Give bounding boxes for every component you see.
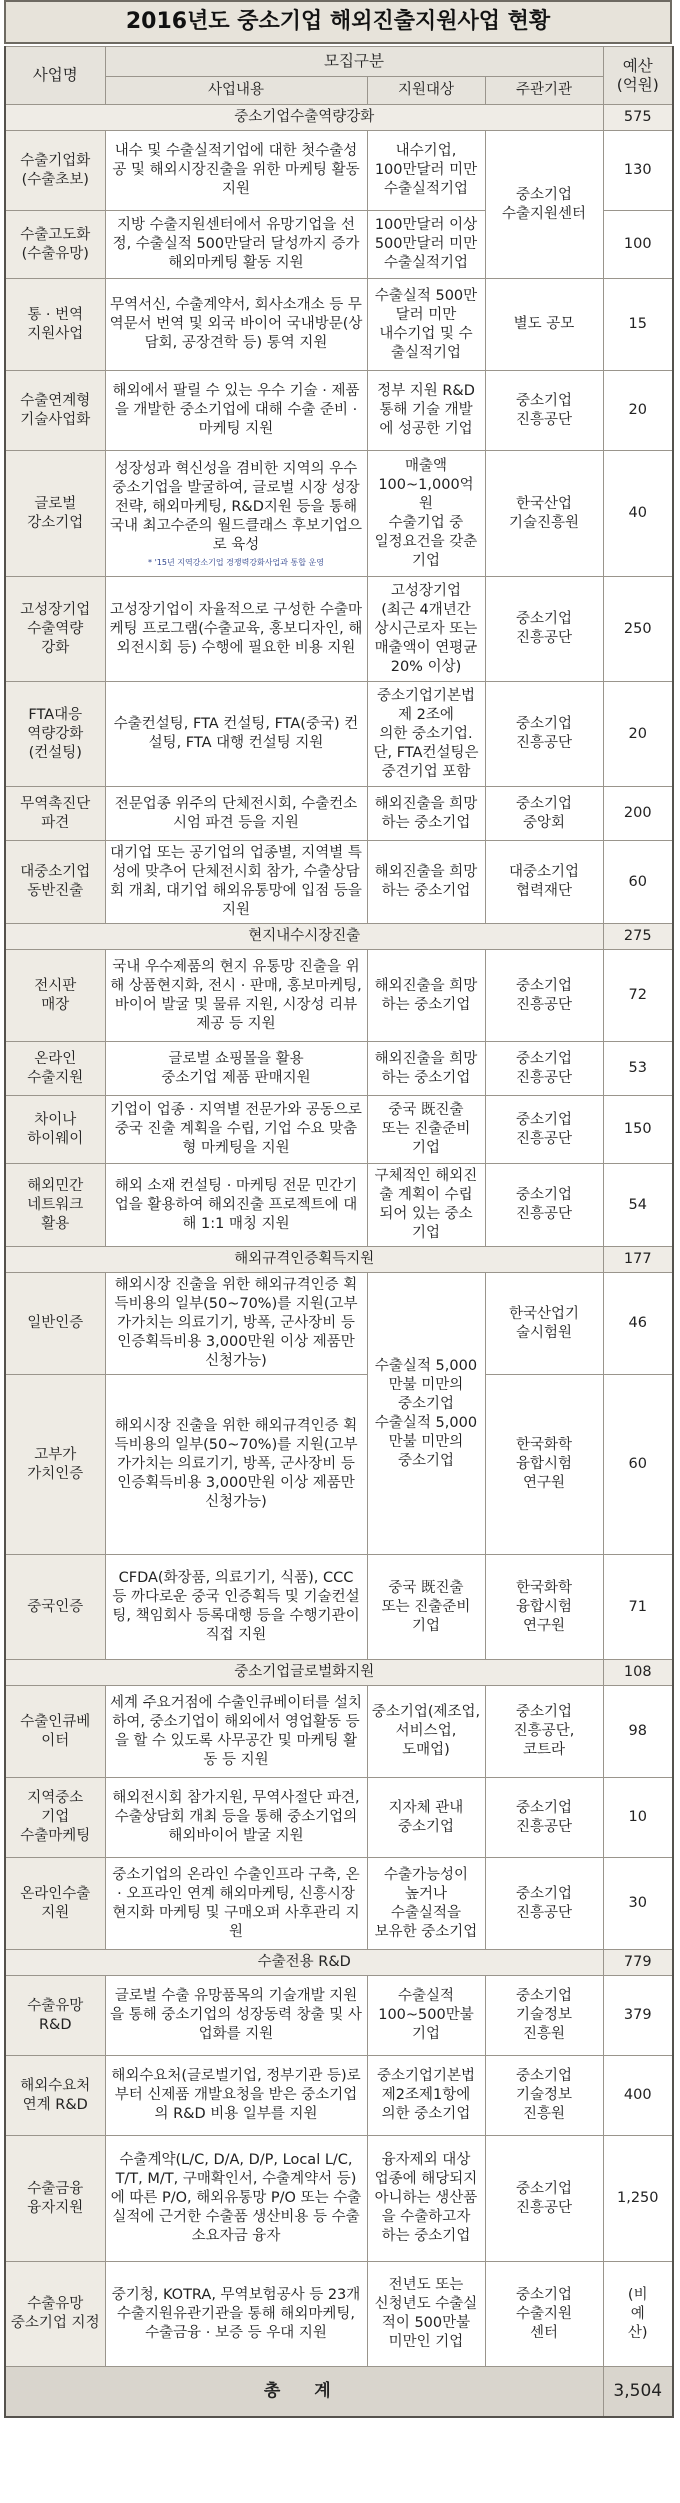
section-row [5,924,673,950]
program-content [105,1164,367,1247]
program-name: 해외수요처 연계 R&D [5,2056,105,2136]
program-budget: 400 [603,2056,673,2136]
program-name: 전시판 매장 [5,950,105,1042]
program-content [105,1555,367,1660]
table-row [5,841,673,924]
program-target: 융자제외 대상 업종에 해당되지 아니하는 생산품 을 수출하고자 하는 중소기업 [367,2136,485,2262]
program-agency: 중소기업 수출지원센터 [485,131,603,279]
program-agency: 한국산업 기술진흥원 [485,451,603,577]
table-row [5,1273,673,1375]
table-row [5,1686,673,1778]
program-budget: 60 [603,841,673,924]
program-agency: 대중소기업 협력재단 [485,841,603,924]
program-budget: 100 [603,211,673,279]
program-budget: 130 [603,131,673,211]
program-agency: 중소기업 진흥공단 [485,2136,603,2262]
table-row [5,2262,673,2367]
program-budget: 98 [603,1686,673,1778]
program-content [105,1976,367,2056]
program-name: 통 · 번역 지원사업 [5,279,105,371]
program-content [105,451,367,577]
section-title: 현지내수시장진출 [5,924,603,950]
section-title: 중소기업수출역량강화 [5,105,603,131]
program-target: 고성장기업 (최근 4개년간 상시근로자 또는 매출액이 연평균 20% 이상) [367,577,485,682]
program-content-text: 수출컨설팅, FTA 컨설팅, FTA(중국) 컨설팅, FTA 대행 컨설팅 지원 [113,716,359,751]
program-name: 수출유망 중소기업 지정 [5,2262,105,2367]
program-target: 중국 既진출 또는 진출준비 기업 [367,1096,485,1164]
section-budget: 575 [603,105,673,131]
program-budget: 53 [603,1042,673,1096]
program-target: 중소기업기본법 제2조제1항에 의한 중소기업 [367,2056,485,2136]
program-budget: 30 [603,1858,673,1950]
program-agency: 중소기업 기술정보 진흥원 [485,2056,603,2136]
program-agency: 별도 공모 [485,279,603,371]
table-row [5,279,673,371]
program-content [105,1375,367,1555]
program-name: 온라인수출 지원 [5,1858,105,1950]
program-content-text: 대기업 또는 공기업의 업종별, 지역별 특성에 맞추어 단체전시회 참가, 수출상담회 개최, 대기업 해외유통망에 입점 등을 지원 [110,845,362,918]
program-target: 해외진출을 희망 하는 중소기업 [367,787,485,841]
program-content [105,1273,367,1375]
total-label: 총 계 [5,2367,603,2417]
program-agency: 한국화학 융합시험 연구원 [485,1375,603,1555]
program-target: 수출가능성이 높거나 수출실적을 보유한 중소기업 [367,1858,485,1950]
section-row [5,1660,673,1686]
program-name: 차이나 하이웨이 [5,1096,105,1164]
program-target: 중소기업(제조업, 서비스업, 도매업) [367,1686,485,1778]
program-content-text: 해외수요처(글로벌기업, 정부기관 등)로부터 신제품 개발요청을 받은 중소기업의 R&D 비용 일부를 지원 [111,2068,361,2122]
program-content [105,950,367,1042]
program-budget: 60 [603,1375,673,1555]
program-agency: 중소기업 진흥공단 [485,1858,603,1950]
program-agency: 중소기업 중앙회 [485,787,603,841]
table-row [5,2136,673,2262]
program-budget: 15 [603,279,673,371]
table-row [5,1555,673,1660]
program-agency: 중소기업 진흥공단 [485,371,603,451]
program-target: 전년도 또는 신청년도 수출실 적이 500만불 미만인 기업 [367,2262,485,2367]
program-budget: (비 예 산) [603,2262,673,2367]
header-name: 사업명 [5,47,105,105]
program-budget: 20 [603,682,673,787]
program-content [105,2262,367,2367]
section-title: 수출전용 R&D [5,1950,603,1976]
program-content [105,787,367,841]
program-content-text: 중기청, KOTRA, 무역보험공사 등 23개 수출지원유관기관을 통해 해외마케팅, 수출금융 · 보증 등 우대 지원 [111,2286,361,2341]
program-budget: 150 [603,1096,673,1164]
program-budget: 40 [603,451,673,577]
section-row [5,1950,673,1976]
section-title: 중소기업글로벌화지원 [5,1660,603,1686]
program-content [105,211,367,279]
table-row [5,577,673,682]
program-name: 수출유망 R&D [5,1976,105,2056]
program-target-merged: 수출실적 5,000 만불 미만의 중소기업 수출실적 5,000 만불 미만의 중소기업 [367,1273,485,1555]
program-name: FTA대응 역량강화 (컨설팅) [5,682,105,787]
header-agency: 주관기관 [485,77,603,105]
program-content-text: 글로벌 쇼핑몰을 활용 중소기업 제품 판매지원 [161,1050,311,1086]
program-content [105,1686,367,1778]
section-budget: 779 [603,1950,673,1976]
total-row [5,2367,673,2417]
budget-table [4,46,674,2418]
program-content-text: 해외시장 진출을 위한 해외규격인증 획득비용의 일부(50~70%)를 지원(고부가가치는 의료기기, 방폭, 군사장비 등 인증획득비용 3,000만원 이상 제품만 신청가능) [114,1277,358,1369]
program-name: 수출인큐베 이터 [5,1686,105,1778]
program-content [105,2056,367,2136]
program-content-text: 수출계약(L/C, D/A, D/P, Local L/C, T/T, M/T, 구매확인서, 수출계약서 등)에 따른 P/O, 해외유통망 P/O 또는 수출실적에 근거한 수출품 생산비용 등 수출 소요자금 융자 [110,2152,362,2244]
program-content [105,841,367,924]
program-content [105,2136,367,2262]
section-row [5,1247,673,1273]
program-budget: 250 [603,577,673,682]
program-content-text: 지방 수출지원센터에서 유망기업을 선정, 수출실적 500만달러 달성까지 증가 해외마케팅 활동 지원 [112,217,360,271]
program-agency: 중소기업 진흥공단 [485,1042,603,1096]
section-title: 해외규격인증획득지원 [5,1247,603,1273]
program-budget: 46 [603,1273,673,1375]
program-budget: 10 [603,1778,673,1858]
program-agency: 중소기업 수출지원 센터 [485,2262,603,2367]
program-budget: 71 [603,1555,673,1660]
header-content: 사업내용 [105,77,367,105]
program-target: 정부 지원 R&D 통해 기술 개발 에 성공한 기업 [367,371,485,451]
program-content-text: 해외 소재 컨설팅 · 마케팅 전문 민간기업을 활용하여 해외진출 프로젝트에 대해 1:1 매칭 지원 [114,1177,358,1232]
program-content [105,371,367,451]
program-content-text: 글로벌 수출 유망품목의 기술개발 지원을 통해 중소기업의 성장동력 창출 및 사업화를 지원 [110,1988,362,2042]
program-target: 수출실적 100~500만불 기업 [367,1976,485,2056]
program-content-text: CFDA(화장품, 의료기기, 식품), CCC 등 까다로운 중국 인증획득 및 기술컨설팅, 책임회사 등록대행 등을 수행기관이 직접 지원 [112,1570,360,1643]
program-agency: 중소기업 진흥공단 [485,682,603,787]
program-content-text: 기업이 업종 · 지역별 전문가와 공동으로 중국 진출 계획을 수립, 기업 수요 맞춤형 마케팅을 지원 [110,1102,362,1156]
program-content [105,1858,367,1950]
program-agency: 중소기업 진흥공단 [485,1096,603,1164]
program-target: 구체적인 해외진 출 계획이 수립 되어 있는 중소 기업 [367,1164,485,1247]
table-row [5,1778,673,1858]
table-row [5,1042,673,1096]
header-target: 지원대상 [367,77,485,105]
program-content-text: 내수 및 수출실적기업에 대한 첫수출성공 및 해외시장진출을 위한 마케팅 활동지원 [112,143,360,197]
program-content [105,682,367,787]
program-content [105,279,367,371]
program-name: 수출금융 융자지원 [5,2136,105,2262]
program-agency: 중소기업 진흥공단 [485,577,603,682]
header-budget: 예산 (억원) [603,47,673,105]
program-content [105,1096,367,1164]
program-name: 중국인증 [5,1555,105,1660]
program-target: 지자체 관내 중소기업 [367,1778,485,1858]
section-row [5,105,673,131]
total-budget: 3,504 [603,2367,673,2417]
table-row [5,1096,673,1164]
program-content-text: 해외에서 팔릴 수 있는 우수 기술 · 제품을 개발한 중소기업에 대해 수출 준비 · 마케팅 지원 [112,383,360,437]
program-content-text: 세계 주요거점에 수출인큐베이터를 설치하여, 중소기업이 해외에서 영업활동 등을 할 수 있도록 사무공간 및 마케팅 활동 등 지원 [110,1694,362,1768]
program-content-text: 무역서신, 수출계약서, 회사소개소 등 무역문서 번역 및 외국 바이어 국내방문(상담회, 공장견학 등) 통역 지원 [109,297,363,351]
program-name: 글로벌 강소기업 [5,451,105,577]
page-title: 2016년도 중소기업 해외진출지원사업 현황 [4,0,672,44]
program-budget: 20 [603,371,673,451]
program-target: 해외진출을 희망 하는 중소기업 [367,950,485,1042]
program-name: 고성장기업 수출역량 강화 [5,577,105,682]
program-target: 중소기업기본법 제 2조에 의한 중소기업. 단, FTA컨설팅은 중견기업 포함 [367,682,485,787]
program-name: 고부가 가치인증 [5,1375,105,1555]
program-name: 온라인 수출지원 [5,1042,105,1096]
program-target: 매출액 100~1,000억원 수출기업 중 일정요건을 갖춘 기업 [367,451,485,577]
program-name: 일반인증 [5,1273,105,1375]
program-content-text: 국내 우수제품의 현지 유통망 진출을 위해 상품현지화, 전시 · 판매, 홍보마케팅, 바이어 발굴 및 물류 지원, 시장성 리뷰제공 등 지원 [110,958,362,1032]
program-content-text: 성장성과 혁신성을 겸비한 지역의 우수 중소기업을 발굴하여, 글로벌 시장 성장전략, 해외마케팅, R&D지원 등을 통해 국내 최고수준의 월드클래스 후보기업으로 육성 [110,460,362,553]
section-budget: 108 [603,1660,673,1686]
table-row [5,682,673,787]
program-target: 내수기업, 100만달러 미만 수출실적기업 [367,131,485,211]
program-content-text: 전문업종 위주의 단체전시회, 수출컨소시엄 파견 등을 지원 [114,795,358,831]
table-row [5,1375,673,1555]
program-budget: 379 [603,1976,673,2056]
program-content [105,1042,367,1096]
table-row [5,950,673,1042]
program-content-text: 해외전시회 참가지원, 무역사절단 파견, 수출상담회 개최 등을 통해 중소기업의 해외바이어 발굴 지원 [112,1790,360,1844]
table-row [5,131,673,211]
program-agency: 중소기업 진흥공단, 코트라 [485,1686,603,1778]
program-content-text: 고성장기업이 자율적으로 구성한 수출마케팅 프로그램(수출교육, 홍보디자인, 해외전시회 등) 수행에 필요한 비용 지원 [109,601,363,656]
program-agency: 중소기업 진흥공단 [485,1164,603,1247]
table-row [5,1976,673,2056]
program-name: 수출기업화 (수출초보) [5,131,105,211]
table-row [5,1858,673,1950]
program-target: 100만달러 이상 500만달러 미만 수출실적기업 [367,211,485,279]
program-budget: 200 [603,787,673,841]
program-agency: 한국화학 융합시험 연구원 [485,1555,603,1660]
table-row [5,787,673,841]
program-name: 수출연계형 기술사업화 [5,371,105,451]
table-row [5,371,673,451]
program-note: * '15년 지역강소기업 경쟁력강화사업과 통합 운영 [148,557,324,567]
program-name: 지역중소 기업 수출마케팅 [5,1778,105,1858]
program-budget: 54 [603,1164,673,1247]
program-agency: 중소기업 진흥공단 [485,950,603,1042]
program-content [105,131,367,211]
program-content-text: 해외시장 진출을 위한 해외규격인증 획득비용의 일부(50~70%)를 지원(고부가가치는 의료기기, 방폭, 군사장비 등 인증획득비용 3,000만원 이상 제품만 신청가능) [114,1418,358,1510]
table-row [5,2056,673,2136]
table-row [5,451,673,577]
program-agency: 중소기업 기술정보 진흥원 [485,1976,603,2056]
program-content [105,577,367,682]
header-group: 모집구분 [105,47,603,77]
program-name: 해외민간 네트워크 활용 [5,1164,105,1247]
program-target: 수출실적 500만 달러 미만 내수기업 및 수 출실적기업 [367,279,485,371]
program-target: 중국 既진출 또는 진출준비 기업 [367,1555,485,1660]
section-budget: 177 [603,1247,673,1273]
program-name: 수출고도화 (수출유망) [5,211,105,279]
table-row [5,1164,673,1247]
program-target: 해외진출을 희망 하는 중소기업 [367,1042,485,1096]
program-name: 무역촉진단 파견 [5,787,105,841]
program-content-text: 중소기업의 온라인 수출인프라 구축, 온 · 오프라인 연계 해외마케팅, 신흥시장 현지화 마케팅 및 구매오퍼 사후관리 지원 [112,1866,360,1940]
program-content [105,1778,367,1858]
program-agency: 한국산업기 술시험원 [485,1273,603,1375]
program-budget: 72 [603,950,673,1042]
program-target: 해외진출을 희망 하는 중소기업 [367,841,485,924]
program-budget: 1,250 [603,2136,673,2262]
section-budget: 275 [603,924,673,950]
program-agency: 중소기업 진흥공단 [485,1778,603,1858]
program-name: 대중소기업 동반진출 [5,841,105,924]
